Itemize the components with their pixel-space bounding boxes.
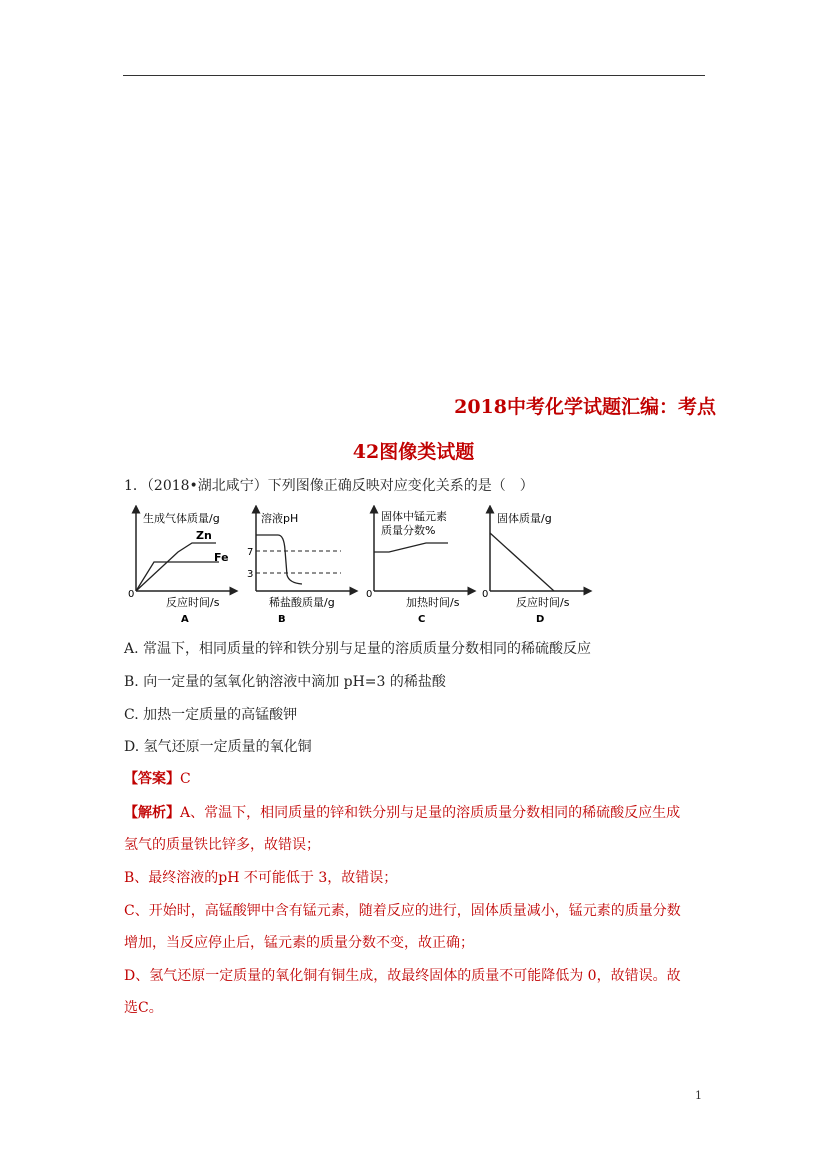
analysis-line-6: D、氢气还原一定质量的氧化铜有铜生成，故最终固体的质量不可能降低为 0，故错误。故 [124,968,681,984]
graph-c-letter: C [418,614,426,625]
graph-d-origin: 0 [482,589,489,600]
answer-line [124,768,191,788]
graph-c-line [374,543,448,552]
page-title-line1: 2018中考化学试题汇编：考点 [454,396,716,418]
option-c: C. 加热一定质量的高锰酸钾 [124,707,298,723]
graph-a-zn-line [136,562,219,591]
graph-a-fe-label: Fe [214,551,229,564]
graph-b-tick-3: 3 [247,569,254,580]
analysis-line-5: 增加，当反应停止后，锰元素的质量分数不变，故正确； [124,935,474,951]
graph-b-letter: B [278,614,286,625]
answer-value: C [180,771,191,787]
option-a: A. 常温下，相同质量的锌和铁分别与足量的溶质质量分数相同的稀硫酸反应 [124,641,592,657]
graph-d [482,509,588,625]
graph-a-fe-line [136,543,216,591]
option-d: D. 氢气还原一定质量的氧化铜 [124,739,312,755]
graph-b [247,509,354,625]
page-number: 1 [695,1089,702,1102]
graph-a-xlabel: 反应时间/s [166,596,220,609]
graph-c [366,509,472,625]
graph-d-letter: D [536,614,545,625]
graph-b-curve [256,535,302,584]
analysis-line-3: B、最终溶液的pH 不可能低于 3，故错误； [124,870,398,886]
analysis-line-1 [124,802,680,822]
question-figure [126,505,596,630]
analysis-text-1: A、常温下，相同质量的锌和铁分别与足量的溶质质量分数相同的稀硫酸反应生成 [180,805,681,821]
option-b: B. 向一定量的氢氧化钠溶液中滴加 pH=3 的稀盐酸 [124,674,446,690]
analysis-line-2: 氢气的质量铁比锌多，故错误； [124,837,320,853]
graph-d-xlabel: 反应时间/s [516,596,570,609]
question-text: 1．（2018•湖北咸宁）下列图像正确反映对应变化关系的是（ ） [124,478,534,494]
graph-a-letter: A [181,614,189,625]
graph-a [128,509,234,625]
analysis-line-7: 选C。 [124,1000,163,1016]
graph-a-ylabel: 生成气体质量/g [143,512,220,525]
graph-c-ylabel-1: 固体中锰元素 [381,510,447,523]
analysis-line-4: C、开始时，高锰酸钾中含有锰元素，随着反应的进行，固体质量减小，锰元素的质量分数 [124,903,681,919]
graph-b-tick-7: 7 [247,547,254,558]
graph-b-ylabel: 溶液pH [261,512,299,525]
graph-d-line [490,533,554,591]
analysis-label: 【解析】 [124,805,180,821]
graph-c-ylabel-2: 质量分数% [381,524,436,537]
graph-a-zn-label: Zn [196,529,212,542]
graph-c-xlabel: 加热时间/s [406,596,460,609]
graph-d-ylabel: 固体质量/g [497,512,552,525]
header-rule [123,75,705,76]
page-title-line2: 42图像类试题 [352,441,475,463]
graph-c-origin: 0 [366,589,373,600]
answer-label: 【答案】 [124,771,180,787]
graph-b-xlabel: 稀盐酸质量/g [269,596,335,609]
graph-a-origin: 0 [128,589,135,600]
